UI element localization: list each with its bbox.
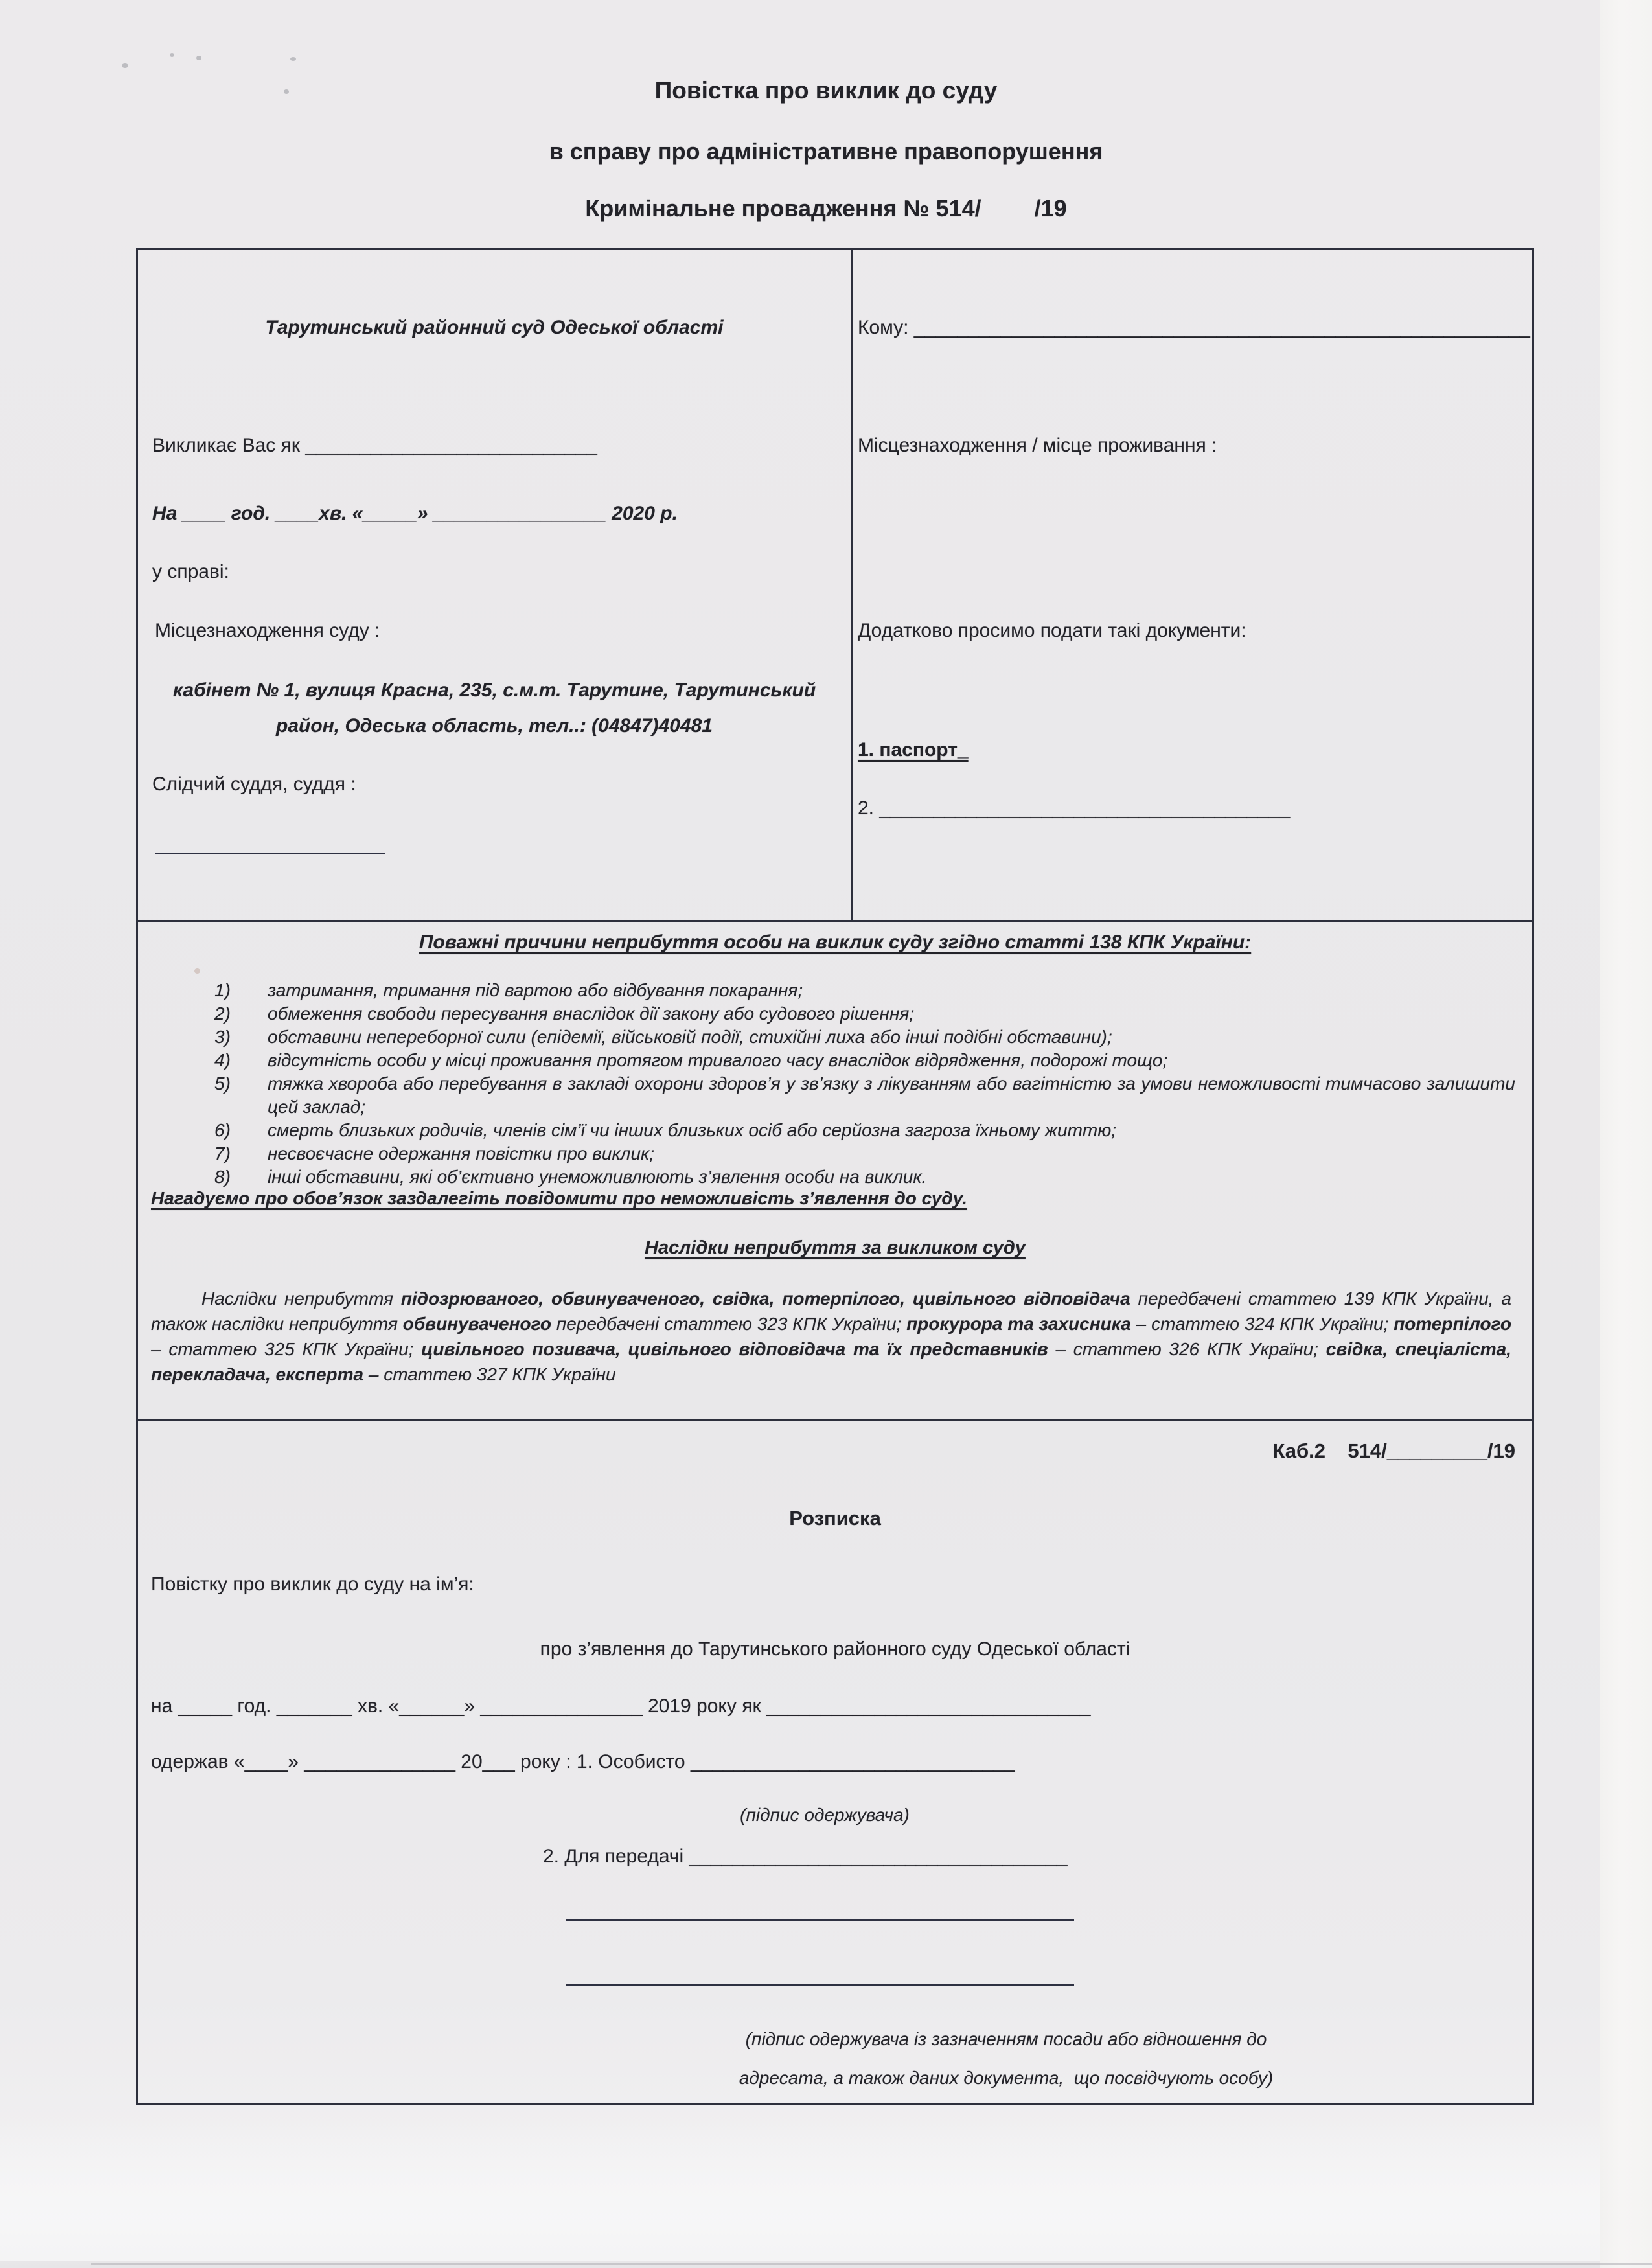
paper-bottom-edge <box>91 2263 1652 2265</box>
case-number-prefix: Кримінальне провадження № 514/ <box>585 195 981 222</box>
document-item-1: 1. паспорт_ <box>858 739 969 761</box>
case-number-line <box>0 194 1652 223</box>
received-line: одержав «____» ______________ 20___ року : 1. Особисто ______________________________ <box>151 1751 1015 1772</box>
court-address-line2: район, Одеська область, тел..: (04847)40481 <box>276 715 713 737</box>
item-number: 7) <box>214 1143 231 1163</box>
case-label: у справі: <box>152 561 229 582</box>
paragraph-segment: цивільного позивача, цивільного відповідача та їх представників <box>421 1339 1048 1359</box>
item-number: 8) <box>214 1167 231 1187</box>
list-item <box>138 979 1532 1002</box>
judge-signature-line <box>155 853 385 854</box>
paragraph-segment: Наслідки неприбуття <box>201 1289 401 1309</box>
receipt-intro: Повістку про виклик до суду на ім’я: <box>151 1574 474 1595</box>
document-title: Повістка про виклик до суду <box>654 77 998 104</box>
receipt-date-line: на _____ год. _______ хв. «______» _______________ 2019 року як ______________________________ <box>151 1695 1091 1717</box>
transfer-signature-caption-line1: (підпис одержувача із зазначенням посади або відношення до <box>745 2029 1267 2049</box>
paragraph-segment: обвинуваченого <box>402 1314 551 1334</box>
item-text: обставини непереборної сили (епідемії, військовій події, стихійні лиха або інші подібні обставини); <box>268 1027 1112 1047</box>
paragraph-segment: прокурора та захисника <box>906 1314 1131 1334</box>
court-address-line1: кабінет № 1, вулиця Красна, 235, с.м.т. Тарутине, Тарутинський <box>172 680 816 701</box>
item-number: 4) <box>214 1050 231 1070</box>
transfer-signature-caption-line2: адресата, а також даних документа, що посвідчують особу) <box>739 2068 1274 2088</box>
case-number-suffix: /19 <box>1034 195 1067 222</box>
paragraph-segment: свідка, спеціаліста, перекладача, експерта <box>151 1339 1511 1384</box>
documents-label: Додатково просимо подати такі документи: <box>858 620 1246 641</box>
court-name: Тарутинський районний суд Одеської області <box>265 317 724 338</box>
receipt-section <box>136 1419 1534 2105</box>
document-subtitle: в справу про адміністративне правопорушення <box>549 138 1103 165</box>
receipt-heading: Розписка <box>789 1507 881 1529</box>
valid-reasons-list <box>138 979 1532 1189</box>
reminder-line: Нагадуємо про обов’язок заздалегіть повідомити про неможливість з’явлення до суду. <box>151 1188 967 1208</box>
paragraph-segment: – статтею 327 КПК України <box>363 1364 616 1384</box>
list-item <box>138 1072 1532 1119</box>
item-text: смерть близьких родичів, членів сім’ї чи інших близьких осіб або серйозна загроза їхньому життю; <box>268 1120 1117 1140</box>
court-location-label: Місцезнаходження суду : <box>155 620 380 641</box>
scan-speck <box>290 57 296 61</box>
item-text: обмеження свободи пересування внаслідок дії закону або судового рішення; <box>268 1003 915 1024</box>
appearance-line: про з’явлення до Тарутинського районного суду Одеської області <box>540 1638 1130 1660</box>
item-number: 2) <box>214 1003 231 1024</box>
consequences-paragraph <box>151 1286 1515 1387</box>
list-item <box>138 1025 1532 1049</box>
paragraph-segment: – статтею 325 КПК України; <box>151 1339 422 1359</box>
court-address <box>138 672 851 744</box>
list-item <box>138 1002 1532 1025</box>
scan-speck <box>196 56 201 60</box>
document-header <box>0 76 1652 223</box>
valid-reasons-heading: Поважні причини неприбуття особи на виклик суду згідно статті 138 КПК України: <box>419 932 1252 953</box>
item-number: 3) <box>214 1027 231 1047</box>
addressee-cell <box>853 250 1532 920</box>
item-text: інші обставини, які об’єктивно унеможливлюють з’явлення особи на виклик. <box>268 1167 927 1187</box>
consequences-heading: Наслідки неприбуття за викликом суду <box>645 1237 1026 1258</box>
list-item <box>138 1049 1532 1072</box>
list-item <box>138 1165 1532 1189</box>
transfer-blank-line <box>566 1919 1074 1921</box>
scan-speck <box>122 63 128 68</box>
item-number: 6) <box>214 1120 231 1140</box>
hearing-date-line: На ____ год. ____хв. «_____» ________________ 2020 р. <box>152 503 678 524</box>
paragraph-segment: – статтею 324 КПК України; <box>1130 1314 1394 1334</box>
item-text: затримання, тримання під вартою або відбування покарання; <box>268 980 803 1000</box>
list-item <box>138 1142 1532 1165</box>
scan-speck <box>170 53 174 57</box>
valid-reasons-section <box>136 920 1534 1421</box>
paragraph-segment: передбачені статтею 139 КПК України, а також наслідки неприбуття <box>151 1289 1511 1334</box>
item-text: відсутність особи у місці проживання протягом тривалого часу внаслідок відрядження, подорожі тощо; <box>268 1050 1168 1070</box>
item-text: тяжка хвороба або перебування в закладі охорони здоров’я у зв’язку з лікуванням або вагітністю за умови неможливості тимчасово залишити цей заклад; <box>268 1073 1515 1117</box>
item-text: несвоєчасне одержання повістки про виклик; <box>268 1143 655 1163</box>
paper-bottom-glare <box>0 2118 1600 2261</box>
paragraph-segment: передбачені статтею 323 КПК України; <box>551 1314 907 1334</box>
paragraph-segment: потерпілого <box>1394 1314 1511 1334</box>
judge-label: Слідчий суддя, суддя : <box>152 773 356 795</box>
transfer-blank-line <box>566 1984 1074 1986</box>
list-item <box>138 1119 1532 1142</box>
to-line: Кому: _________________________________________________________ <box>858 317 1530 338</box>
document-item-2: 2. ______________________________________ <box>858 797 1291 819</box>
item-number: 5) <box>214 1073 231 1094</box>
summons-table <box>136 248 1534 922</box>
recipient-signature-caption: (підпис одержувача) <box>740 1805 910 1825</box>
called-as-line: Викликає Вас як ___________________________ <box>152 435 597 456</box>
paragraph-segment: – статтею 326 КПК України; <box>1048 1339 1326 1359</box>
paragraph-segment: підозрюваного, обвинуваченого, свідка, потерпілого, цивільного відповідача <box>400 1289 1130 1309</box>
court-cell <box>138 250 851 920</box>
cabinet-case-number: Каб.2 514/_________/19 <box>1272 1439 1515 1462</box>
scanner-edge-strip <box>1600 0 1652 2268</box>
residence-label: Місцезнаходження / місце проживання : <box>858 435 1217 456</box>
transfer-line: 2. Для передачі ___________________________________ <box>543 1846 1068 1867</box>
item-number: 1) <box>214 980 231 1000</box>
